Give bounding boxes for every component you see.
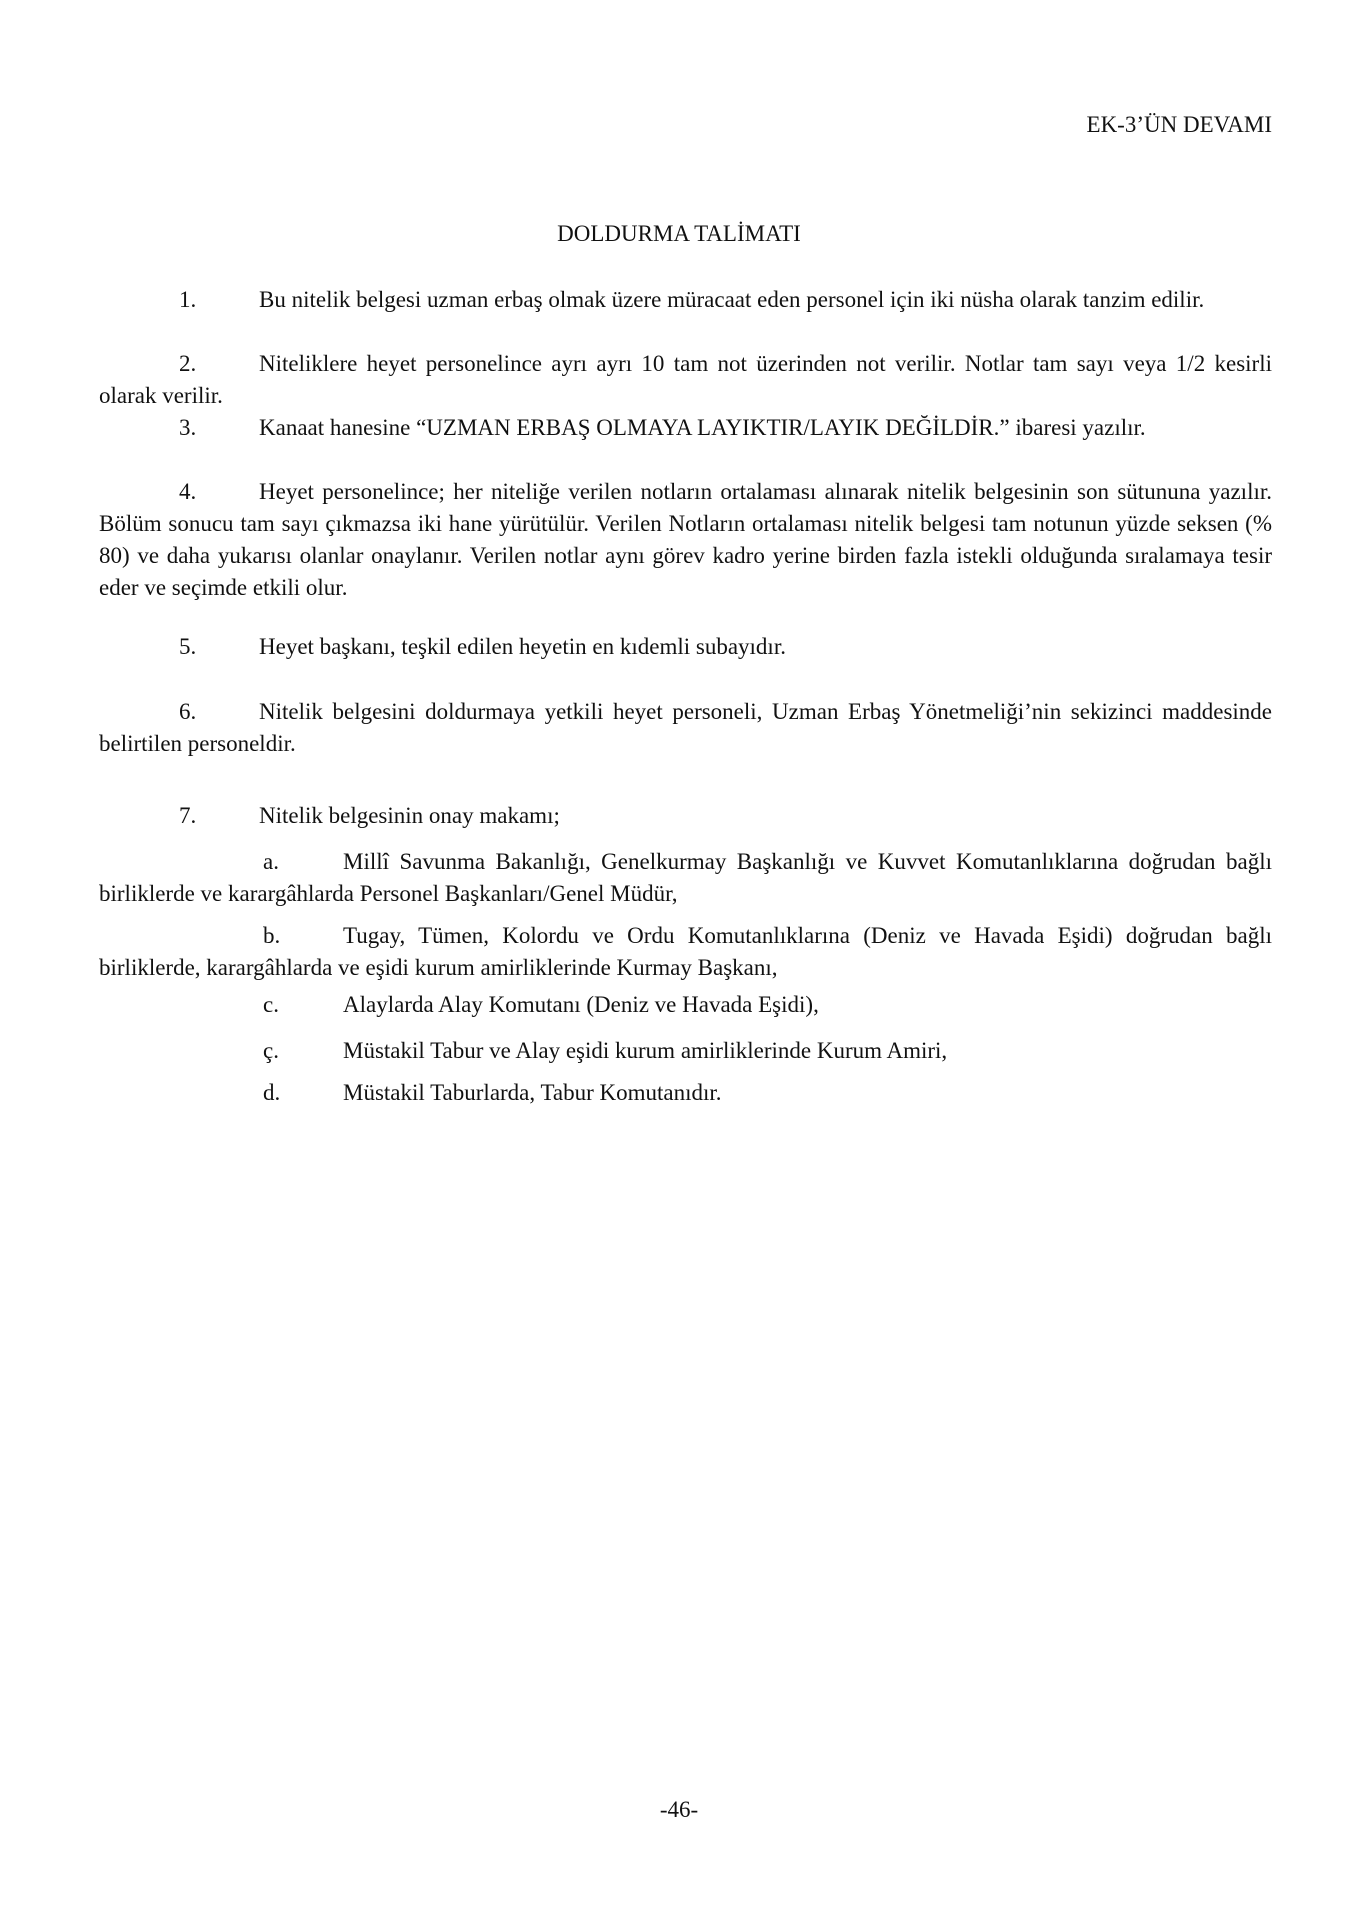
subitem-text: Millî Savunma Bakanlığı, Genelkurmay Başkanlığı ve Kuvvet Komutanlıklarına doğrudan bağlı birliklerde ve karargâhlarda Personel Başkanları/Genel Müdür, [99,849,1272,906]
annex-header: EK-3’ÜN DEVAMI [1086,112,1272,137]
subitem-c-cedilla [99,1035,1272,1067]
page-number: -46- [659,1797,699,1822]
subitem-d [99,1077,1272,1109]
subitem-text: Müstakil Taburlarda, Tabur Komutanıdır. [343,1080,722,1105]
item-number: 1. [179,287,197,312]
item-3 [99,412,1272,444]
item-number: 6. [179,699,197,724]
item-text: Niteliklere heyet personelince ayrı ayrı 10 tam not üzerinden not verilir. Notlar tam sayı veya 1/2 kesirli olarak verilir. [99,351,1272,408]
item-text: Heyet başkanı, teşkil edilen heyetin en kıdemli subayıdır. [259,634,786,659]
subitem-text: Müstakil Tabur ve Alay eşidi kurum amirliklerinde Kurum Amiri, [343,1038,948,1063]
item-5 [99,631,1272,663]
subitem-letter: d. [263,1080,281,1105]
item-2 [99,348,1272,412]
item-text: Nitelik belgesini doldurmaya yetkili heyet personeli, Uzman Erbaş Yönetmeliği’nin sekizinci maddesinde belirtilen personeldir. [99,699,1272,756]
item-4 [99,476,1272,604]
page-title: DOLDURMA TALİMATI [557,221,801,246]
subitem-text: Tugay, Tümen, Kolordu ve Ordu Komutanlıklarına (Deniz ve Havada Eşidi) doğrudan bağlı birliklerde, karargâhlarda ve eşidi kurum amirliklerinde Kurmay Başkanı, [99,923,1272,980]
item-6 [99,696,1272,760]
item-text: Heyet personelince; her niteliğe verilen notların ortalaması alınarak nitelik belgesinin son sütununa yazılır. Bölüm sonucu tam sayı çıkmazsa iki hane yürütülür. Verilen Notların ortalaması nitelik belgesi tam notunun yüzde seksen (% 80) ve daha yukarısı olanlar onaylanır. Verilen notlar aynı görev kadro yerine birden fazla istekli olduğunda sıralamaya tesir eder ve seçimde etkili olur. [99,479,1272,600]
item-number: 3. [179,415,197,440]
subitem-letter: c. [263,992,279,1017]
subitem-letter: a. [263,849,279,874]
subitem-a [99,846,1272,910]
item-text: Kanaat hanesine “UZMAN ERBAŞ OLMAYA LAYIKTIR/LAYIK DEĞİLDİR.” ibaresi yazılır. [259,415,1146,440]
item-1 [99,284,1272,316]
item-text: Nitelik belgesinin onay makamı; [259,803,560,828]
item-number: 7. [179,803,197,828]
item-number: 5. [179,634,197,659]
item-text: Bu nitelik belgesi uzman erbaş olmak üzere müracaat eden personel için iki nüsha olarak tanzim edilir. [259,287,1205,312]
subitem-text: Alaylarda Alay Komutanı (Deniz ve Havada Eşidi), [343,992,819,1017]
subitem-letter: b. [263,923,281,948]
item-number: 2. [179,351,197,376]
subitem-letter: ç. [263,1038,279,1063]
subitem-b [99,920,1272,984]
item-number: 4. [179,479,197,504]
subitem-c [99,989,1272,1021]
item-7 [99,800,1272,832]
